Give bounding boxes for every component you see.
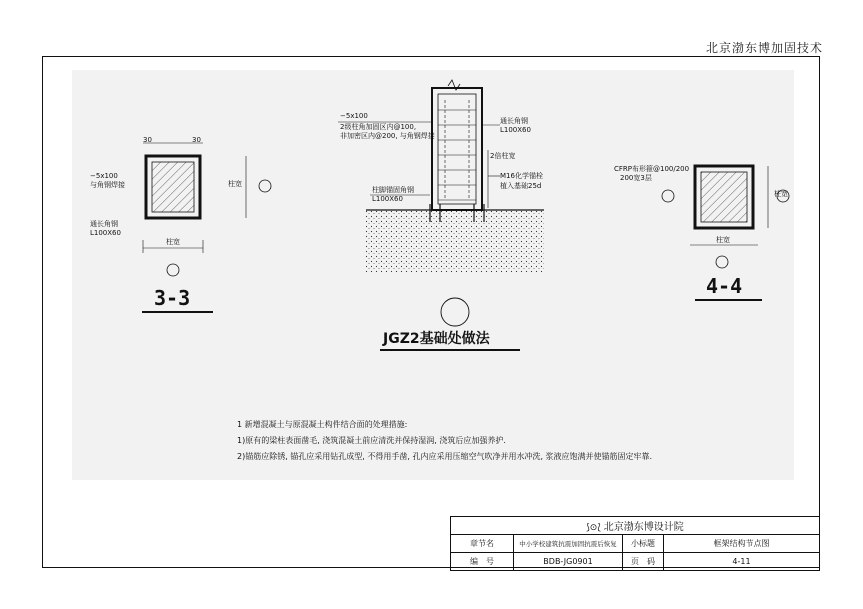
dim-30-right: 30 — [192, 136, 201, 144]
section-4-4-title: 4-4 — [706, 274, 743, 298]
section-3-3-title: 3-3 — [154, 286, 191, 310]
dim-bottom-label-44: 柱宽 — [716, 236, 730, 244]
jgz2-anchor-note: 植入基础25d — [500, 182, 542, 190]
plate-note: 与角钢焊接 — [90, 181, 125, 189]
jgz2-plate-note-1: 2级柱角加固区内@100, — [340, 123, 417, 131]
note-line-1: 1 新增混凝土与原混凝土构件结合面的处理措施: — [237, 420, 408, 429]
dim-bottom-label: 柱宽 — [166, 238, 180, 246]
jgz2-vertical-note: 2倍柱宽 — [490, 152, 516, 160]
note-line-3: 2)锚筋应除锈, 锚孔应采用钻孔成型, 不得用手凿, 孔内应采用压缩空气吹净并用水冲洗, 浆液应饱满并使锚筋固定牢靠. — [237, 452, 653, 461]
page-label: 页 码 — [623, 553, 664, 571]
jgz2-angle-right-label: 通长角钢 — [500, 117, 528, 125]
angle-label: 通长角钢 — [90, 220, 118, 228]
note-line-2: 1)原有的梁柱表面凿毛, 浇筑混凝土前应清洗并保持湿润, 浇筑后应加强养护. — [237, 436, 506, 445]
jgz2-plate-note-2: 非加密区内@200, 与角钢焊接 — [340, 132, 435, 140]
page-value: 4-11 — [664, 553, 820, 571]
cfrp-label: CFRP布形箍@100/200 — [614, 165, 690, 173]
subtitle-label: 小标题 — [623, 535, 664, 553]
cfrp-note: 200宽3层 — [620, 174, 652, 182]
jgz2-angle-foot-size: L100X60 — [372, 195, 403, 203]
angle-size: L100X60 — [90, 229, 121, 237]
title-block — [450, 516, 820, 571]
jgz2-anchor-label: M16化学锚栓 — [500, 172, 543, 180]
jgz2-title: JGZ2基础处做法 — [383, 331, 490, 347]
number-label: 编 号 — [451, 553, 514, 571]
company-logo-icon: ⟆⊙⟅ — [586, 523, 604, 533]
dim-right-label: 柱宽 — [228, 180, 242, 188]
jgz2-angle-right-size: L100X60 — [500, 126, 531, 134]
brand-header: 北京渤东博加固技术 — [705, 41, 823, 55]
dim-right-label-44: 柱宽 — [774, 190, 788, 198]
chapter-value: 中小学校建筑抗震加固抗震后恢复 — [514, 535, 623, 553]
plate-label: −5x100 — [90, 172, 118, 180]
dim-30-left: 30 — [143, 136, 152, 144]
jgz2-angle-foot-label: 柱脚锚固角钢 — [372, 186, 414, 194]
subtitle-value: 框架结构节点图 — [664, 535, 820, 553]
chapter-label: 章节名 — [451, 535, 514, 553]
company-name-cell — [451, 517, 820, 535]
number-value: BDB-JG0901 — [514, 553, 623, 571]
company-name: 北京渤东博设计院 — [603, 522, 684, 533]
jgz2-plate-label: −5x100 — [340, 112, 368, 120]
